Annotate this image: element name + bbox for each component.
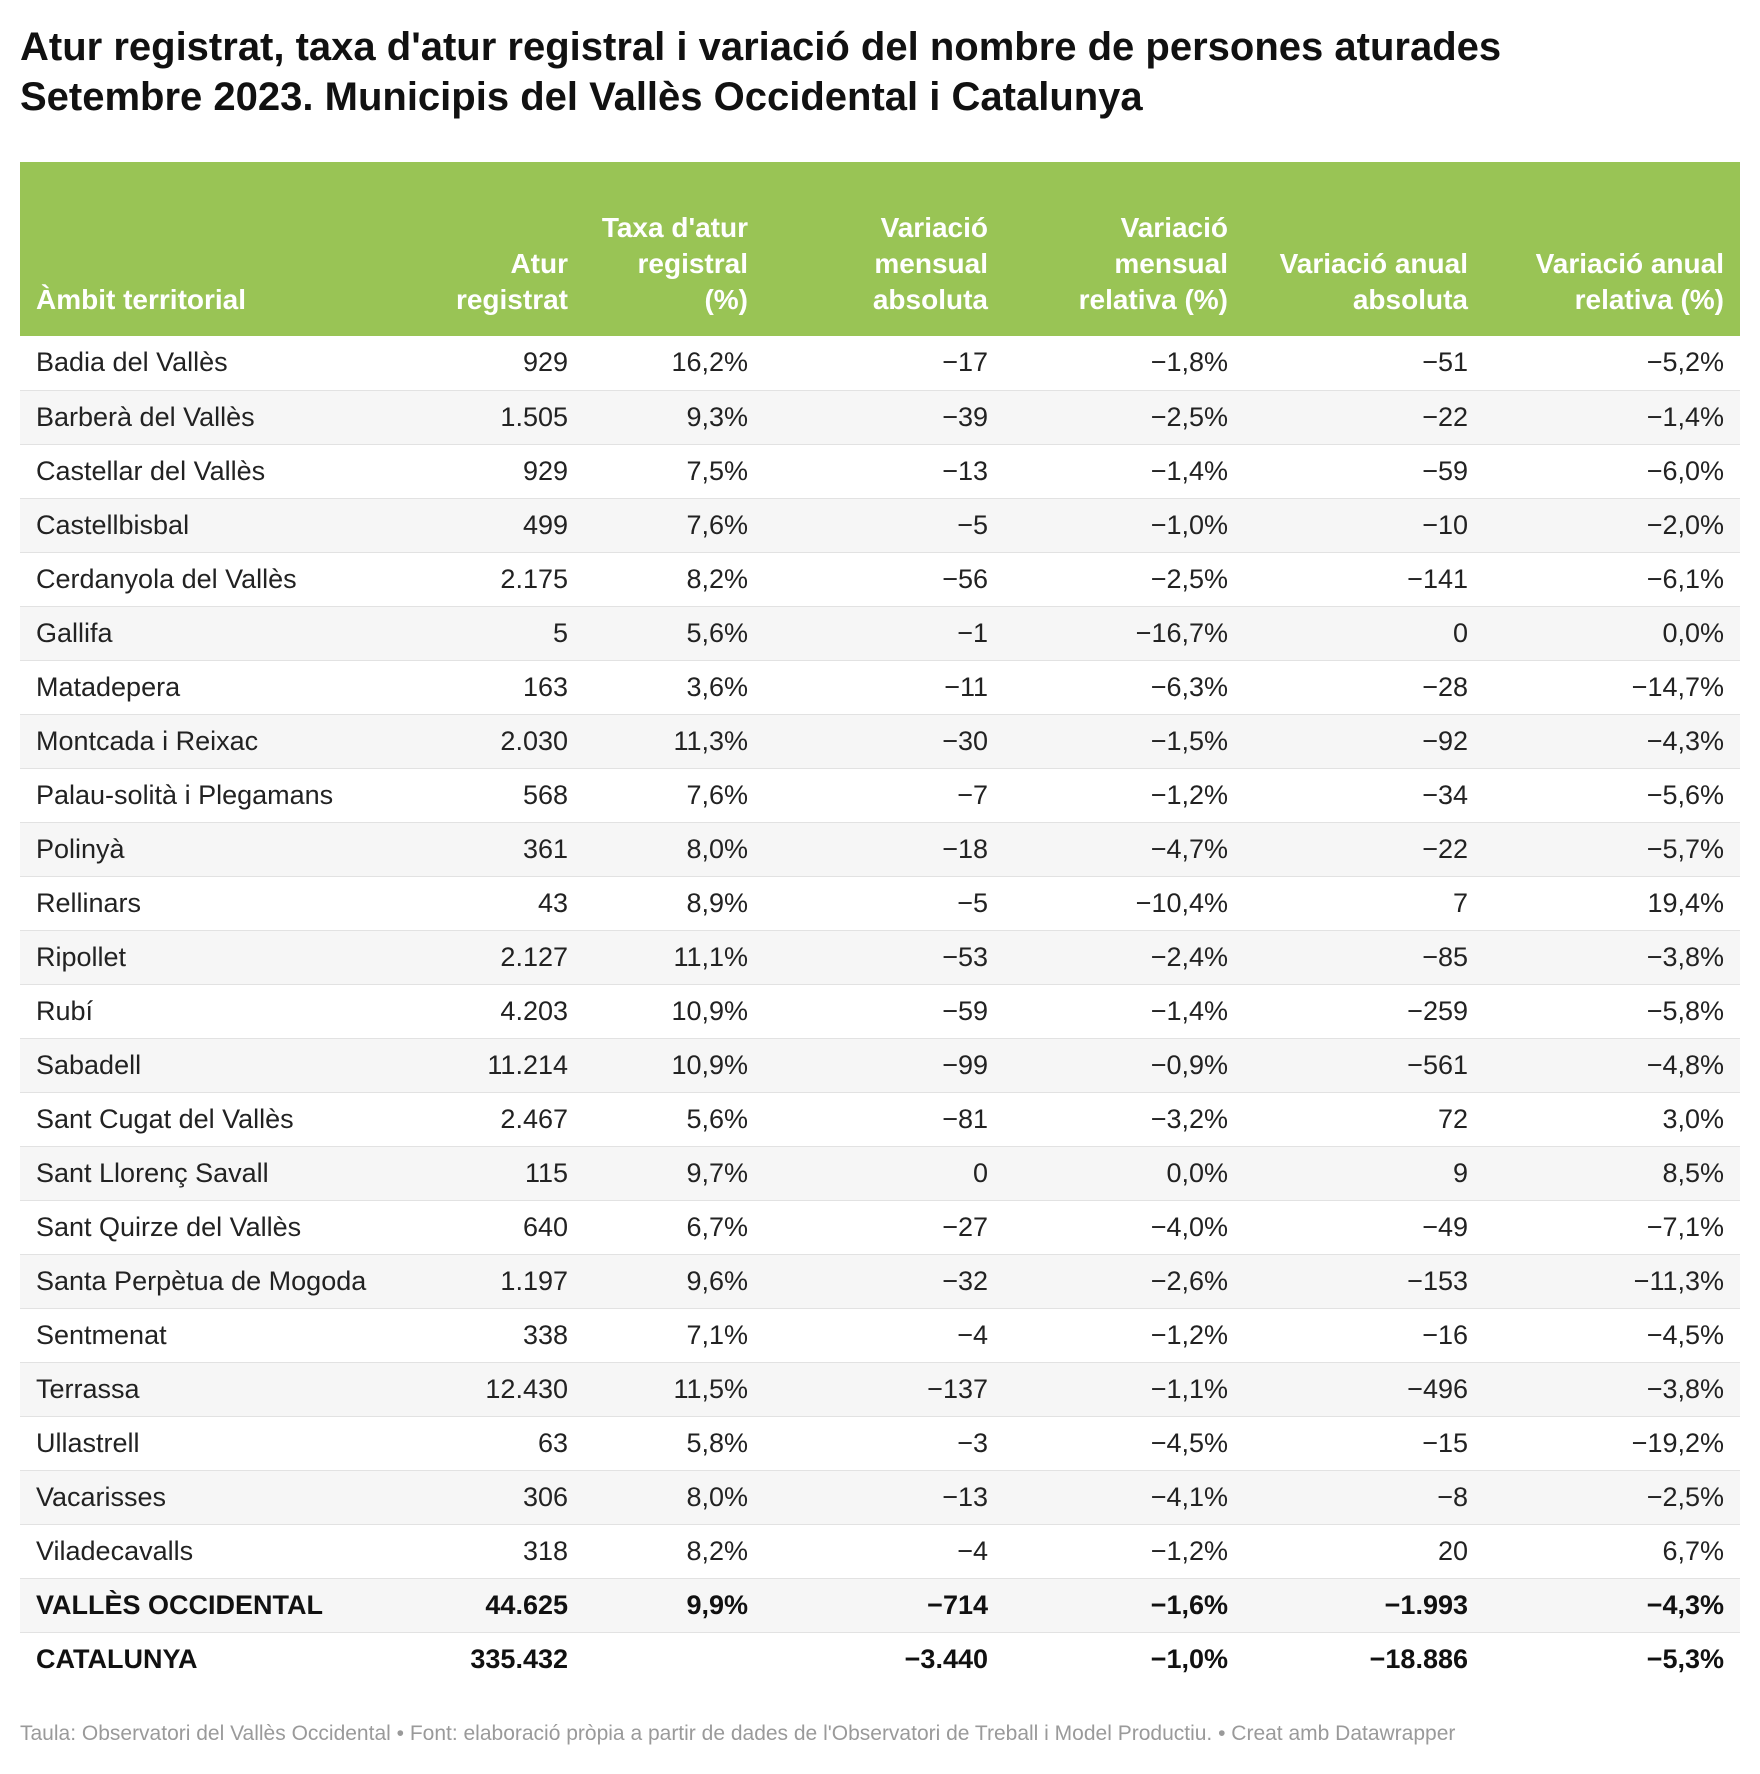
- cell-var-anual-abs: −16: [1422, 1319, 1468, 1350]
- cell-atur: 929: [522, 347, 568, 378]
- cell-atur: 115: [524, 1157, 568, 1188]
- cell-var-anual-abs: −28: [1422, 671, 1468, 702]
- column-header-var-mensual-abs: Variació mensual absoluta: [872, 212, 988, 315]
- cell-var-mensual-abs: −56: [942, 563, 988, 594]
- table-row: [20, 822, 1740, 876]
- title-line-2: Setembre 2023. Municipis del Vallès Occidental i Catalunya: [20, 75, 1143, 119]
- cell-var-mensual-abs: −4: [957, 1535, 988, 1566]
- table-row: [20, 444, 1740, 498]
- cell-taxa: 5,6%: [686, 617, 748, 648]
- cell-taxa: [584, 1632, 764, 1686]
- cell-var-mensual-rel: −1,2%: [1150, 1535, 1228, 1566]
- cell-var-mensual-rel: −1,6%: [1150, 1589, 1228, 1620]
- cell-var-mensual-rel: −2,6%: [1150, 1265, 1228, 1296]
- cell-var-mensual-abs: −32: [942, 1265, 988, 1296]
- cell-var-mensual-rel: −1,8%: [1150, 347, 1228, 378]
- table-row: [20, 930, 1740, 984]
- table-header: [20, 162, 1740, 336]
- cell-var-anual-rel: 19,4%: [1647, 887, 1724, 918]
- cell-ambit: Barberà del Vallès: [36, 401, 255, 432]
- cell-ambit: Rellinars: [36, 887, 142, 918]
- cell-var-anual-abs: −59: [1422, 455, 1468, 486]
- cell-var-anual-abs: 7: [1452, 887, 1468, 918]
- cell-ambit: Cerdanyola del Vallès: [36, 563, 297, 594]
- cell-var-anual-rel: −19,2%: [1631, 1427, 1724, 1458]
- cell-var-mensual-rel: −2,4%: [1150, 941, 1228, 972]
- cell-ambit: Castellar del Vallès: [36, 455, 266, 486]
- cell-var-mensual-abs: 0: [972, 1157, 988, 1188]
- cell-atur: 499: [522, 509, 568, 540]
- table-row: [20, 336, 1740, 390]
- table-row: [20, 1038, 1740, 1092]
- cell-atur: 568: [522, 779, 568, 810]
- table-row: [20, 1416, 1740, 1470]
- cell-var-mensual-abs: −7: [957, 779, 988, 810]
- cell-var-mensual-abs: −53: [942, 941, 988, 972]
- cell-ambit: Polinyà: [36, 833, 125, 864]
- cell-var-mensual-rel: −3,2%: [1150, 1103, 1228, 1134]
- cell-taxa: 16,2%: [671, 347, 748, 378]
- table-total-row: [20, 1632, 1740, 1686]
- cell-taxa: 8,2%: [686, 563, 748, 594]
- cell-atur: 335.432: [470, 1643, 568, 1674]
- cell-var-mensual-rel: −1,0%: [1150, 509, 1228, 540]
- cell-var-anual-abs: −51: [1422, 347, 1468, 378]
- cell-var-anual-rel: −3,8%: [1646, 1373, 1724, 1404]
- cell-var-anual-rel: −5,6%: [1646, 779, 1724, 810]
- title-line-1: Atur registrat, taxa d'atur registral i variació del nombre de persones aturades: [20, 25, 1502, 69]
- cell-taxa: 11,5%: [673, 1373, 748, 1404]
- cell-var-mensual-rel: −4,0%: [1150, 1211, 1228, 1242]
- cell-ambit: CATALUNYA: [36, 1643, 198, 1674]
- cell-var-mensual-abs: −39: [942, 401, 988, 432]
- cell-var-mensual-abs: −13: [942, 1481, 988, 1512]
- cell-ambit: Sant Quirze del Vallès: [36, 1211, 302, 1242]
- cell-var-mensual-abs: −5: [957, 887, 988, 918]
- cell-var-anual-abs: −8: [1437, 1481, 1468, 1512]
- cell-var-mensual-rel: −1,2%: [1150, 779, 1228, 810]
- cell-var-anual-abs: −259: [1407, 995, 1468, 1026]
- cell-var-anual-rel: −5,8%: [1646, 995, 1724, 1026]
- cell-var-anual-abs: −92: [1422, 725, 1468, 756]
- cell-taxa: 3,6%: [686, 671, 748, 702]
- column-header-var-anual-abs: Variació anual absoluta: [1279, 248, 1468, 315]
- cell-taxa: 7,1%: [686, 1319, 748, 1350]
- cell-atur: 361: [522, 833, 568, 864]
- cell-var-anual-rel: −4,3%: [1646, 725, 1724, 756]
- cell-atur: 4.203: [500, 995, 568, 1026]
- cell-var-anual-abs: −10: [1422, 509, 1468, 540]
- cell-taxa: 7,5%: [686, 455, 748, 486]
- cell-var-anual-abs: −85: [1422, 941, 1468, 972]
- cell-taxa: 6,7%: [686, 1211, 748, 1242]
- cell-atur: 63: [537, 1427, 568, 1458]
- cell-atur: 2.127: [500, 941, 568, 972]
- cell-var-anual-rel: −6,0%: [1646, 455, 1724, 486]
- cell-var-mensual-rel: −1,4%: [1150, 995, 1228, 1026]
- cell-taxa: 8,0%: [686, 833, 748, 864]
- cell-var-mensual-abs: −30: [942, 725, 988, 756]
- cell-var-mensual-rel: −1,2%: [1150, 1319, 1228, 1350]
- cell-var-mensual-abs: −27: [942, 1211, 988, 1242]
- cell-var-mensual-abs: −11: [944, 671, 988, 702]
- cell-ambit: Sant Cugat del Vallès: [36, 1103, 294, 1134]
- cell-var-mensual-rel: 0,0%: [1166, 1157, 1228, 1188]
- cell-var-mensual-rel: −16,7%: [1135, 617, 1228, 648]
- cell-ambit: Palau-solità i Plegamans: [36, 779, 334, 810]
- cell-var-mensual-abs: −18: [942, 833, 988, 864]
- table-total-row: [20, 1578, 1740, 1632]
- cell-atur: 2.175: [500, 563, 568, 594]
- cell-atur: 929: [522, 455, 568, 486]
- table-row: [20, 714, 1740, 768]
- cell-ambit: Ullastrell: [36, 1427, 140, 1458]
- table-row: [20, 498, 1740, 552]
- cell-var-anual-rel: 0,0%: [1662, 617, 1724, 648]
- table-row: [20, 984, 1740, 1038]
- cell-taxa: 8,0%: [686, 1481, 748, 1512]
- column-header-var-mensual-rel: Variació mensual relativa (%): [1078, 212, 1228, 315]
- cell-var-anual-rel: −2,5%: [1646, 1481, 1724, 1512]
- cell-var-anual-abs: −22: [1422, 833, 1468, 864]
- table-row: [20, 768, 1740, 822]
- cell-var-mensual-abs: −59: [942, 995, 988, 1026]
- data-table: [20, 162, 1740, 1686]
- cell-atur: 2.030: [500, 725, 568, 756]
- cell-var-mensual-abs: −137: [927, 1373, 988, 1404]
- cell-taxa: 5,8%: [686, 1427, 748, 1458]
- cell-atur: 2.467: [500, 1103, 568, 1134]
- table-row: [20, 1470, 1740, 1524]
- cell-ambit: Castellbisbal: [36, 509, 190, 540]
- table-body: [20, 336, 1740, 1686]
- table-row: [20, 390, 1740, 444]
- chart-title: [20, 22, 1740, 122]
- cell-ambit: Terrassa: [36, 1373, 140, 1404]
- table-row: [20, 1524, 1740, 1578]
- cell-var-mensual-rel: −1,1%: [1150, 1373, 1228, 1404]
- column-header-atur: Atur registrat: [455, 248, 568, 315]
- cell-var-anual-rel: 3,0%: [1662, 1103, 1724, 1134]
- cell-taxa: 10,9%: [671, 1049, 748, 1080]
- cell-atur: 318: [522, 1535, 568, 1566]
- cell-var-anual-rel: −6,1%: [1646, 563, 1724, 594]
- cell-var-anual-abs: −49: [1422, 1211, 1468, 1242]
- cell-ambit: Matadepera: [36, 671, 181, 702]
- cell-taxa: 11,3%: [673, 725, 748, 756]
- cell-atur: 640: [522, 1211, 568, 1242]
- cell-taxa: 9,9%: [686, 1589, 748, 1620]
- cell-var-anual-abs: −22: [1422, 401, 1468, 432]
- cell-atur: 1.505: [500, 401, 568, 432]
- cell-taxa: 9,3%: [686, 401, 748, 432]
- cell-var-anual-abs: −34: [1422, 779, 1468, 810]
- cell-var-mensual-abs: −81: [942, 1103, 988, 1134]
- cell-var-mensual-rel: −4,7%: [1150, 833, 1228, 864]
- table-row: [20, 1092, 1740, 1146]
- cell-var-mensual-rel: −0,9%: [1150, 1049, 1228, 1080]
- cell-var-anual-abs: −15: [1422, 1427, 1468, 1458]
- cell-var-anual-rel: −4,8%: [1646, 1049, 1724, 1080]
- cell-ambit: Gallifa: [36, 617, 113, 648]
- cell-var-mensual-rel: −4,1%: [1150, 1481, 1228, 1512]
- table-row: [20, 876, 1740, 930]
- cell-var-anual-abs: −1.993: [1384, 1589, 1468, 1620]
- header-row: [20, 162, 1740, 336]
- column-header-var-anual-rel: Variació anual relativa (%): [1535, 248, 1724, 315]
- cell-atur: 5: [552, 617, 568, 648]
- cell-atur: 43: [537, 887, 568, 918]
- cell-var-anual-abs: 20: [1437, 1535, 1468, 1566]
- cell-var-anual-rel: −4,5%: [1646, 1319, 1724, 1350]
- cell-taxa: 8,9%: [686, 887, 748, 918]
- cell-var-mensual-rel: −10,4%: [1135, 887, 1228, 918]
- cell-var-mensual-rel: −2,5%: [1150, 563, 1228, 594]
- cell-ambit: Sabadell: [36, 1049, 142, 1080]
- footer-credits: Taula: Observatori del Vallès Occidental • Font: elaboració pròpia a partir de dades de l'Observatori de Treball i Model Productiu. • Creat amb Datawrapper: [20, 1722, 1456, 1745]
- cell-var-anual-rel: −1,4%: [1646, 401, 1724, 432]
- cell-var-anual-rel: −5,3%: [1646, 1643, 1724, 1674]
- cell-atur: 12.430: [485, 1373, 568, 1404]
- cell-var-mensual-abs: −17: [942, 347, 988, 378]
- cell-var-anual-rel: −14,7%: [1631, 671, 1724, 702]
- column-header-taxa: Taxa d'atur registral (%): [601, 212, 748, 315]
- column-header-ambit: Àmbit territorial: [36, 284, 247, 315]
- cell-var-mensual-abs: −99: [942, 1049, 988, 1080]
- cell-taxa: 7,6%: [686, 779, 748, 810]
- cell-var-anual-rel: 6,7%: [1662, 1535, 1724, 1566]
- cell-var-mensual-abs: −4: [957, 1319, 988, 1350]
- cell-var-anual-rel: −7,1%: [1646, 1211, 1724, 1242]
- cell-var-anual-rel: 8,5%: [1662, 1157, 1724, 1188]
- cell-var-anual-abs: 9: [1452, 1157, 1468, 1188]
- table-row: [20, 1308, 1740, 1362]
- cell-taxa: 10,9%: [671, 995, 748, 1026]
- cell-ambit: Viladecavalls: [36, 1535, 194, 1566]
- cell-var-mensual-rel: −1,0%: [1150, 1643, 1228, 1674]
- cell-ambit: Montcada i Reixac: [36, 725, 259, 756]
- cell-taxa: 9,7%: [686, 1157, 748, 1188]
- cell-taxa: 9,6%: [686, 1265, 748, 1296]
- cell-var-mensual-abs: −13: [942, 455, 988, 486]
- cell-atur: 1.197: [500, 1265, 568, 1296]
- table-row: [20, 1146, 1740, 1200]
- cell-ambit: Vacarisses: [36, 1481, 167, 1512]
- cell-var-anual-abs: 0: [1452, 617, 1468, 648]
- cell-var-anual-rel: −2,0%: [1646, 509, 1724, 540]
- cell-atur: 163: [522, 671, 568, 702]
- cell-var-anual-abs: −496: [1407, 1373, 1468, 1404]
- cell-taxa: 5,6%: [686, 1103, 748, 1134]
- cell-taxa: 8,2%: [686, 1535, 748, 1566]
- cell-ambit: Sant Llorenç Savall: [36, 1157, 269, 1188]
- cell-var-mensual-rel: −1,4%: [1150, 455, 1228, 486]
- cell-ambit: Badia del Vallès: [36, 347, 228, 378]
- cell-var-anual-abs: −141: [1407, 563, 1468, 594]
- cell-taxa: 11,1%: [673, 941, 748, 972]
- cell-var-mensual-rel: −2,5%: [1150, 401, 1228, 432]
- cell-var-mensual-rel: −6,3%: [1150, 671, 1228, 702]
- cell-var-anual-abs: −18.886: [1369, 1643, 1468, 1674]
- cell-var-anual-rel: −5,2%: [1646, 347, 1724, 378]
- cell-var-anual-abs: 72: [1437, 1103, 1468, 1134]
- table-row: [20, 1200, 1740, 1254]
- cell-var-mensual-abs: −1: [957, 617, 988, 648]
- cell-var-anual-rel: −3,8%: [1646, 941, 1724, 972]
- cell-ambit: Sentmenat: [36, 1319, 167, 1350]
- cell-ambit: Santa Perpètua de Mogoda: [36, 1265, 367, 1296]
- cell-atur: 306: [522, 1481, 568, 1512]
- cell-var-anual-rel: −4,3%: [1646, 1589, 1724, 1620]
- table-row: [20, 660, 1740, 714]
- cell-var-mensual-abs: −714: [927, 1589, 988, 1620]
- table-row: [20, 1362, 1740, 1416]
- cell-ambit: VALLÈS OCCIDENTAL: [36, 1589, 323, 1620]
- cell-ambit: Rubí: [36, 995, 94, 1026]
- cell-ambit: Ripollet: [36, 941, 127, 972]
- cell-var-mensual-abs: −3: [957, 1427, 988, 1458]
- table-row: [20, 552, 1740, 606]
- table-row: [20, 1254, 1740, 1308]
- cell-var-mensual-rel: −1,5%: [1150, 725, 1228, 756]
- cell-atur: 44.625: [485, 1589, 568, 1620]
- cell-var-mensual-abs: −5: [957, 509, 988, 540]
- cell-taxa: 7,6%: [686, 509, 748, 540]
- cell-var-anual-abs: −561: [1407, 1049, 1468, 1080]
- cell-var-anual-rel: −11,3%: [1633, 1265, 1724, 1296]
- cell-var-mensual-abs: −3.440: [904, 1643, 988, 1674]
- cell-var-anual-abs: −153: [1407, 1265, 1468, 1296]
- table-row: [20, 606, 1740, 660]
- cell-var-mensual-rel: −4,5%: [1150, 1427, 1228, 1458]
- cell-var-anual-rel: −5,7%: [1646, 833, 1724, 864]
- cell-atur: 11.214: [487, 1049, 568, 1080]
- cell-atur: 338: [522, 1319, 568, 1350]
